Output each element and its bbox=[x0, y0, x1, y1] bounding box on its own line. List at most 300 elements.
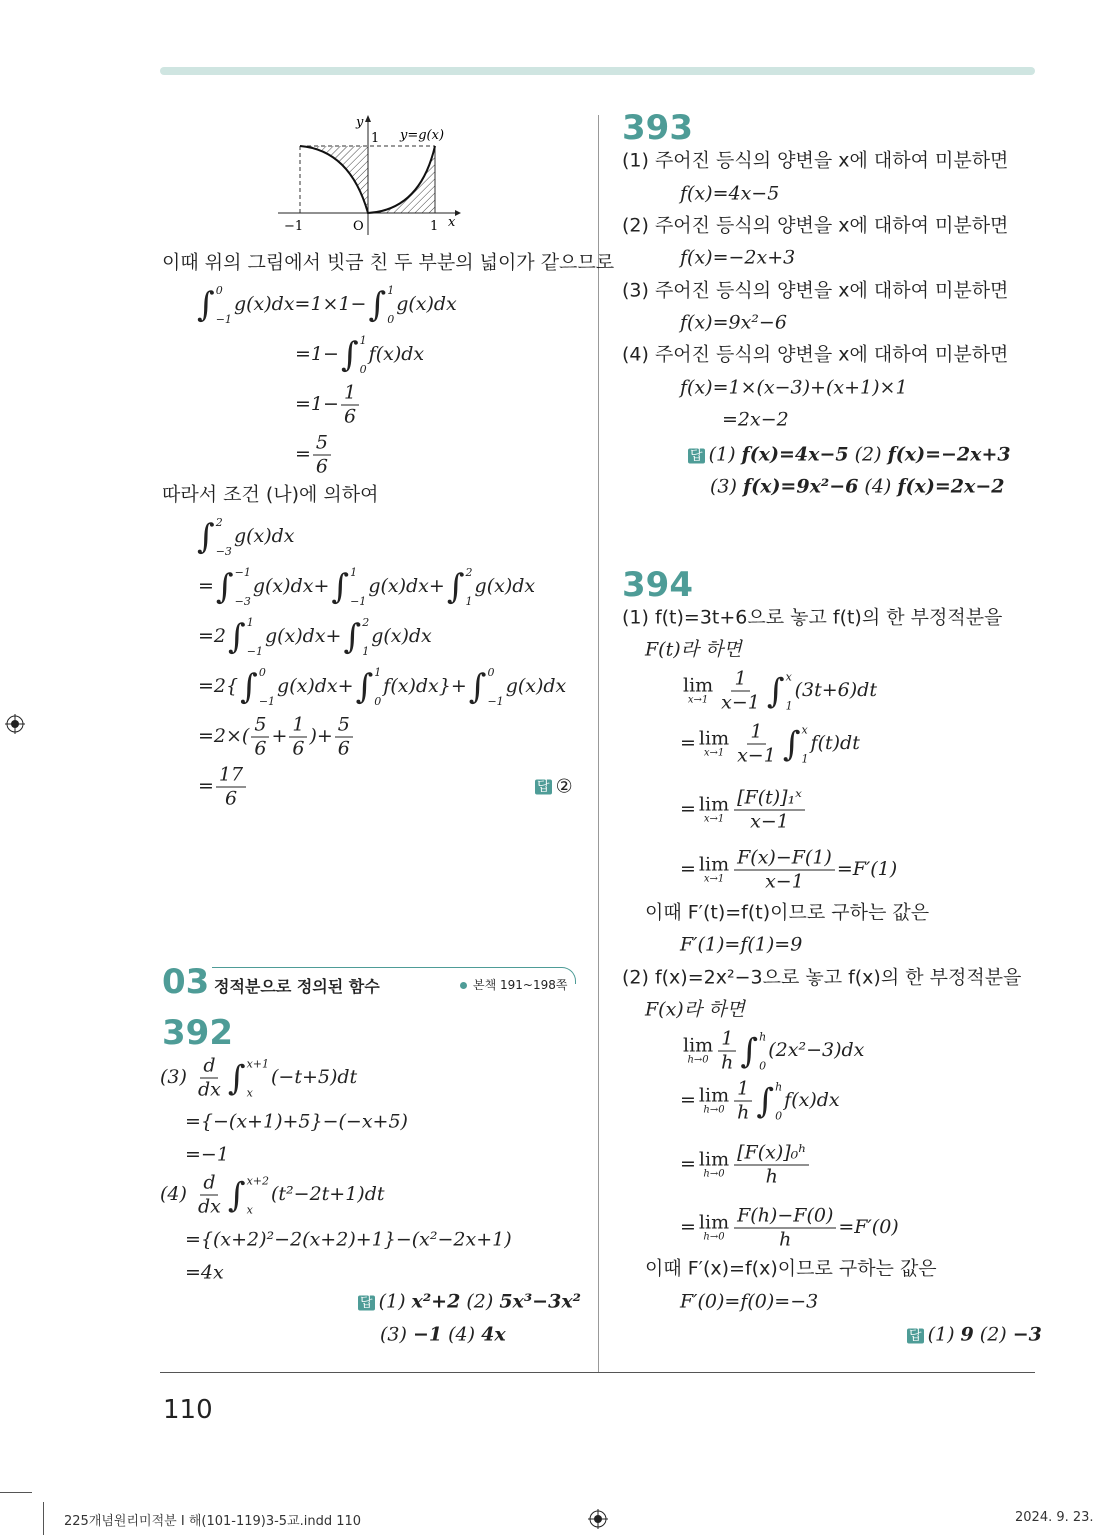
integral-limits bbox=[350, 567, 366, 607]
lim-word: lim bbox=[698, 727, 730, 750]
text-segment: (2) f(x)=2x²−3으로 놓고 f(x)의 한 부정적분을 bbox=[622, 966, 1022, 989]
integral-sign-icon: ∫ bbox=[782, 724, 801, 764]
upper-limit: x bbox=[785, 670, 792, 683]
text-line bbox=[622, 606, 1003, 629]
integral-sign-icon: ∫ bbox=[355, 667, 374, 707]
integral-limits bbox=[259, 667, 275, 707]
text-segment: (1) f(t)=3t+6으로 놓고 f(t)의 한 부정적분을 bbox=[622, 606, 1003, 629]
text-segment: f(x)=−2x+3 bbox=[680, 246, 796, 269]
text-segment: (1) bbox=[378, 1290, 412, 1313]
math-line bbox=[680, 1290, 819, 1313]
integral-sign-icon: ∫ bbox=[766, 671, 785, 711]
svg-text:x: x bbox=[448, 215, 456, 230]
text-segment: g(x)dx bbox=[505, 675, 567, 697]
integral-sign-icon: ∫ bbox=[756, 1081, 775, 1121]
upper-limit: 2 bbox=[215, 516, 223, 529]
fraction bbox=[734, 1077, 752, 1124]
upper-limit: x bbox=[801, 723, 808, 736]
fraction bbox=[216, 763, 246, 810]
integral bbox=[228, 617, 263, 657]
fraction bbox=[734, 1204, 836, 1251]
text-line bbox=[622, 214, 1009, 237]
text-segment: (4) bbox=[442, 1323, 482, 1346]
math-line bbox=[185, 1143, 229, 1166]
integral bbox=[197, 285, 232, 325]
fraction-denominator: 6 bbox=[337, 737, 350, 760]
integral bbox=[331, 567, 366, 607]
text-segment: (2) bbox=[460, 1290, 500, 1313]
answer-value: f(x)=2x−2 bbox=[897, 475, 1005, 498]
crop-mark bbox=[43, 1502, 44, 1535]
section-rule bbox=[212, 967, 562, 968]
text-segment: f(x)=1×(x−3)+(x+1)×1 bbox=[680, 376, 908, 399]
text-segment: g(x)dx+ bbox=[368, 575, 445, 597]
section-reference: 본책 191~198쪽 bbox=[460, 976, 567, 993]
answer-value: f(x)=4x−5 bbox=[741, 443, 849, 466]
lower-limit: x bbox=[246, 1086, 253, 1099]
text-segment: = bbox=[198, 575, 214, 597]
text-segment: (3) bbox=[710, 475, 743, 498]
integral-sign-icon: ∫ bbox=[340, 335, 359, 375]
text-segment: = bbox=[680, 798, 696, 820]
column-divider bbox=[598, 115, 599, 1373]
integral-sign-icon: ∫ bbox=[331, 567, 350, 607]
text-segment: =2x−2 bbox=[722, 408, 789, 431]
text-segment: =2×( bbox=[198, 725, 250, 747]
footer-date: 2024. 9. 23. bbox=[1015, 1510, 1094, 1525]
fraction-denominator: x−1 bbox=[765, 870, 804, 893]
text-line bbox=[622, 149, 1009, 172]
answer-line bbox=[380, 1323, 506, 1346]
upper-limit: 0 bbox=[215, 284, 223, 297]
math-line bbox=[160, 1054, 358, 1101]
lim-word: lim bbox=[698, 1148, 730, 1171]
integral-sign-icon: ∫ bbox=[227, 1058, 246, 1098]
lim-word: lim bbox=[698, 1211, 730, 1234]
answer-badge: 답 bbox=[537, 779, 550, 795]
text-segment: ② bbox=[555, 775, 573, 798]
text-segment: (3t+6)dt bbox=[794, 679, 877, 701]
text-segment: =−1 bbox=[185, 1143, 229, 1166]
lim-word: lim bbox=[698, 793, 730, 816]
section-number: 03 bbox=[162, 962, 210, 1002]
fraction-numerator: 1 bbox=[718, 1030, 736, 1052]
lower-limit: x bbox=[246, 1203, 253, 1216]
fraction-denominator: 6 bbox=[224, 787, 238, 810]
text-line bbox=[645, 1257, 937, 1280]
integral-sign-icon: ∫ bbox=[227, 1175, 246, 1215]
text-segment: = bbox=[680, 858, 696, 880]
page-number: 110 bbox=[163, 1395, 213, 1425]
integral-sign-icon: ∫ bbox=[468, 667, 487, 707]
integral-limits bbox=[466, 567, 473, 607]
fraction-denominator: x−1 bbox=[721, 691, 760, 714]
top-decorative-bar bbox=[160, 67, 1035, 75]
integral bbox=[368, 285, 394, 325]
math-line bbox=[295, 381, 361, 428]
text-segment: (1) 주어진 등식의 양변을 x에 대하여 미분하면 bbox=[622, 149, 1009, 172]
integral-limits bbox=[759, 1031, 766, 1071]
integral bbox=[447, 567, 473, 607]
text-segment: g(x)dx bbox=[371, 625, 432, 647]
answer-badge: 답 bbox=[360, 1295, 373, 1310]
limit-subscript: h→0 bbox=[703, 1104, 725, 1116]
text-segment: g(x)dx=1×1− bbox=[233, 293, 367, 315]
text-segment: 따라서 조건 (나)에 의하여 bbox=[162, 483, 379, 506]
text-segment: (−t+5)dt bbox=[270, 1066, 358, 1088]
text-line bbox=[622, 279, 1009, 302]
integral bbox=[240, 667, 275, 707]
integral-limits bbox=[374, 667, 381, 707]
math-line bbox=[680, 786, 807, 833]
integral-limits bbox=[802, 724, 809, 764]
fraction-numerator: F(x)−F(1) bbox=[734, 849, 835, 871]
lower-limit: −3 bbox=[234, 595, 251, 608]
answer-line bbox=[688, 443, 1011, 466]
text-segment: f(t)dt bbox=[810, 732, 860, 754]
text-segment: g(x)dx bbox=[474, 575, 536, 597]
svg-text:1: 1 bbox=[371, 131, 380, 146]
upper-limit: 1 bbox=[246, 616, 254, 629]
lower-limit: 0 bbox=[387, 313, 395, 326]
upper-limit: 0 bbox=[258, 666, 266, 679]
limit-subscript: x→1 bbox=[703, 747, 725, 759]
text-segment: (t²−2t+1)dt bbox=[270, 1183, 385, 1205]
limit bbox=[698, 727, 730, 759]
text-segment: ={(x+2)²−2(x+2)+1}−(x²−2x+1) bbox=[185, 1228, 512, 1251]
answer-value: −3 bbox=[1012, 1323, 1042, 1346]
math-line bbox=[160, 1171, 385, 1218]
lower-limit: 1 bbox=[801, 752, 809, 765]
text-segment: F′(0)=f(0)=−3 bbox=[680, 1290, 819, 1313]
math-line bbox=[680, 1077, 840, 1124]
text-segment: (4) 주어진 등식의 양변을 x에 대하여 미분하면 bbox=[622, 343, 1009, 366]
upper-limit: x+2 bbox=[246, 1174, 269, 1187]
lower-limit: 1 bbox=[465, 595, 473, 608]
text-segment: f(x)dx bbox=[784, 1089, 840, 1111]
math-line bbox=[680, 1027, 865, 1074]
text-line bbox=[162, 251, 615, 274]
text-segment: (4) bbox=[858, 475, 898, 498]
fraction-denominator: 6 bbox=[254, 737, 267, 760]
text-segment: g(x)dx bbox=[233, 525, 295, 547]
integral-limits bbox=[775, 1081, 782, 1121]
limit bbox=[683, 1034, 714, 1066]
answer-badge: 답 bbox=[690, 448, 703, 463]
text-segment: (3) 주어진 등식의 양변을 x에 대하여 미분하면 bbox=[622, 279, 1009, 302]
text-segment: (1) bbox=[927, 1323, 961, 1346]
section-title: 정적분으로 정의된 함수 bbox=[214, 977, 380, 996]
upper-limit: x+1 bbox=[246, 1057, 269, 1070]
limit bbox=[698, 853, 730, 885]
lower-limit: −1 bbox=[246, 645, 263, 658]
fraction-denominator: dx bbox=[197, 1195, 221, 1218]
limit bbox=[698, 1148, 730, 1180]
integral bbox=[740, 1031, 766, 1071]
integral-sign-icon: ∫ bbox=[215, 567, 234, 607]
fraction-numerator: 5 bbox=[313, 434, 331, 456]
integral-limits bbox=[235, 567, 251, 607]
lower-limit: −1 bbox=[215, 313, 232, 326]
math-line bbox=[680, 667, 877, 714]
text-segment: = bbox=[680, 1216, 696, 1238]
integral bbox=[783, 724, 809, 764]
limit-subscript: h→0 bbox=[703, 1231, 725, 1243]
integral-limits bbox=[487, 667, 503, 707]
fraction-denominator: 6 bbox=[292, 737, 305, 760]
upper-limit: h bbox=[775, 1080, 783, 1093]
math-line bbox=[645, 998, 745, 1021]
limit-subscript: x→1 bbox=[687, 694, 709, 706]
math-line bbox=[195, 517, 295, 557]
footer-file-info: 225개념원리미적분 I 해(101-119)3-5교.indd 110 bbox=[64, 1514, 362, 1529]
integral-sign-icon: ∫ bbox=[343, 617, 362, 657]
lower-limit: −1 bbox=[487, 695, 504, 708]
svg-text:y: y bbox=[356, 115, 364, 130]
integral-limits bbox=[387, 285, 394, 325]
fraction-denominator: h bbox=[721, 1051, 734, 1074]
text-segment: 이때 위의 그림에서 빗금 친 두 부분의 넓이가 같으므로 bbox=[162, 251, 615, 274]
section-header bbox=[162, 962, 575, 1002]
text-segment: =F′(0) bbox=[838, 1216, 899, 1238]
integral-sign-icon: ∫ bbox=[740, 1031, 759, 1071]
fraction-numerator: [F(x)]₀ʰ bbox=[734, 1144, 809, 1166]
upper-limit: 1 bbox=[387, 284, 395, 297]
answer-value: 5x³−3x² bbox=[499, 1290, 581, 1313]
math-line bbox=[680, 246, 796, 269]
text-segment: g(x)dx+ bbox=[264, 625, 342, 647]
fraction-numerator: d bbox=[200, 1174, 218, 1196]
limit bbox=[698, 793, 730, 825]
text-segment: g(x)dx+ bbox=[252, 575, 330, 597]
text-segment: (2) 주어진 등식의 양변을 x에 대하여 미분하면 bbox=[622, 214, 1009, 237]
math-line bbox=[198, 763, 248, 810]
math-line bbox=[680, 933, 803, 956]
lower-limit: −1 bbox=[258, 695, 276, 708]
lower-limit: 1 bbox=[362, 645, 370, 658]
svg-text:O: O bbox=[353, 219, 364, 234]
text-segment: =4x bbox=[185, 1261, 224, 1284]
answer-line bbox=[535, 775, 573, 798]
fraction-numerator: 5 bbox=[251, 716, 269, 738]
bullet-icon bbox=[460, 982, 467, 989]
fraction bbox=[195, 1171, 224, 1218]
text-line bbox=[622, 966, 1022, 989]
text-segment: f(x)dx bbox=[368, 343, 425, 365]
answer-value: x²+2 bbox=[411, 1290, 461, 1313]
text-segment: F(t)라 하면 bbox=[645, 638, 742, 661]
math-line bbox=[295, 335, 424, 375]
integral-limits bbox=[247, 617, 263, 657]
integral-sign-icon: ∫ bbox=[368, 285, 387, 325]
lower-limit: 1 bbox=[785, 699, 793, 712]
text-segment: g(x)dx+ bbox=[277, 675, 354, 697]
text-segment: (3) bbox=[160, 1066, 193, 1088]
fraction-denominator: x−1 bbox=[737, 744, 776, 767]
lim-word: lim bbox=[698, 853, 730, 876]
limit-subscript: x→1 bbox=[703, 873, 725, 885]
text-segment: f(x)=4x−5 bbox=[680, 182, 780, 205]
integral bbox=[216, 567, 251, 607]
fraction-numerator: 1 bbox=[341, 384, 359, 406]
text-segment: (3) bbox=[380, 1323, 413, 1346]
upper-limit: 2 bbox=[465, 566, 473, 579]
fraction-denominator: h bbox=[765, 1165, 778, 1188]
limit bbox=[698, 1211, 730, 1243]
math-line bbox=[680, 1141, 811, 1188]
fraction bbox=[734, 720, 779, 767]
fraction-denominator: dx bbox=[197, 1078, 221, 1101]
fraction-numerator: d bbox=[200, 1057, 218, 1079]
integral-limits bbox=[247, 1175, 269, 1215]
math-line bbox=[680, 846, 898, 893]
fraction-numerator: [F(t)]₁ˣ bbox=[734, 789, 805, 811]
crop-mark bbox=[0, 1492, 32, 1493]
integral-sign-icon: ∫ bbox=[197, 285, 215, 325]
upper-limit: 0 bbox=[487, 666, 495, 679]
math-line bbox=[680, 311, 787, 334]
integral-limits bbox=[247, 1058, 269, 1098]
fraction bbox=[289, 713, 307, 760]
svg-text:−1: −1 bbox=[284, 219, 304, 234]
math-line bbox=[680, 376, 908, 399]
limit bbox=[683, 674, 714, 706]
fraction-denominator: h bbox=[737, 1101, 750, 1124]
fraction bbox=[734, 1141, 809, 1188]
upper-limit: 1 bbox=[359, 334, 367, 347]
svg-text:y=g(x): y=g(x) bbox=[400, 128, 445, 143]
registration-mark-icon bbox=[5, 714, 25, 734]
text-segment: = bbox=[295, 443, 311, 465]
integral bbox=[756, 1081, 782, 1121]
lower-limit: 0 bbox=[374, 695, 382, 708]
text-segment: F′(1)=f(1)=9 bbox=[680, 933, 803, 956]
fraction bbox=[313, 431, 331, 478]
text-segment: =1− bbox=[295, 393, 339, 415]
text-segment: )+ bbox=[309, 725, 333, 747]
answer-value: f(x)=−2x+3 bbox=[887, 443, 1011, 466]
answer-value: f(x)=9x²−6 bbox=[742, 475, 859, 498]
lim-word: lim bbox=[683, 1034, 714, 1057]
fraction bbox=[341, 381, 359, 428]
integral bbox=[228, 1175, 269, 1215]
bottom-rule bbox=[160, 1372, 1035, 1373]
answer-line bbox=[358, 1290, 581, 1313]
math-line bbox=[198, 617, 432, 657]
answer-value: 9 bbox=[960, 1323, 974, 1346]
text-segment: (2) bbox=[848, 443, 888, 466]
text-segment: (4) bbox=[160, 1183, 193, 1205]
integral bbox=[228, 1058, 269, 1098]
text-segment: ={−(x+1)+5}−(−x+5) bbox=[185, 1110, 408, 1133]
integral-sign-icon: ∫ bbox=[446, 567, 465, 607]
text-segment: =2 bbox=[198, 625, 227, 647]
text-segment: 이때 F′(x)=f(x)이므로 구하는 값은 bbox=[645, 1257, 937, 1280]
text-segment: = bbox=[198, 775, 214, 797]
limit-subscript: h→0 bbox=[703, 1168, 725, 1180]
math-line bbox=[198, 667, 566, 707]
problem-number-394: 394 bbox=[622, 565, 693, 605]
integral-limits bbox=[362, 617, 369, 657]
math-line bbox=[198, 567, 535, 607]
limit-subscript: x→1 bbox=[703, 813, 725, 825]
fraction-numerator: 1 bbox=[747, 723, 765, 745]
integral-sign-icon: ∫ bbox=[240, 667, 258, 707]
fraction bbox=[734, 846, 835, 893]
integral-limits bbox=[786, 671, 793, 711]
fraction-denominator: 6 bbox=[343, 405, 357, 428]
problem-number-392: 392 bbox=[162, 1013, 233, 1053]
integral-sign-icon: ∫ bbox=[228, 617, 246, 657]
registration-mark-icon bbox=[588, 1509, 608, 1529]
text-segment: (1) bbox=[708, 443, 742, 466]
math-line bbox=[185, 1228, 512, 1251]
fraction-denominator: 6 bbox=[315, 455, 329, 478]
fraction-numerator: 1 bbox=[734, 1080, 752, 1102]
math-line bbox=[198, 713, 355, 760]
text-segment: + bbox=[271, 725, 288, 747]
upper-limit: 1 bbox=[374, 666, 382, 679]
upper-limit: −1 bbox=[234, 566, 251, 579]
text-segment: (2) bbox=[973, 1323, 1013, 1346]
answer-line bbox=[710, 475, 1005, 498]
math-line bbox=[185, 1110, 408, 1133]
answer-badge: 답 bbox=[909, 1328, 922, 1343]
text-segment: = bbox=[680, 1153, 696, 1175]
fraction-denominator: h bbox=[779, 1228, 792, 1251]
answer-value: −1 bbox=[412, 1323, 443, 1346]
integral bbox=[343, 617, 369, 657]
lim-word: lim bbox=[683, 674, 714, 697]
text-segment: 이때 F′(t)=f(t)이므로 구하는 값은 bbox=[645, 901, 930, 924]
integral-limits bbox=[216, 285, 232, 325]
math-line bbox=[645, 638, 742, 661]
fraction bbox=[251, 713, 269, 760]
text-segment: (2x²−3)dx bbox=[768, 1039, 865, 1061]
fraction bbox=[718, 667, 763, 714]
upper-limit: 1 bbox=[350, 566, 358, 579]
text-segment: = bbox=[680, 732, 696, 754]
math-line bbox=[680, 1204, 899, 1251]
text-segment: f(x)=9x²−6 bbox=[680, 311, 787, 334]
fraction-numerator: 17 bbox=[216, 766, 246, 788]
lim-word: lim bbox=[698, 1084, 730, 1107]
fraction bbox=[335, 713, 353, 760]
text-segment: f(x)dx}+ bbox=[383, 675, 467, 697]
upper-limit: h bbox=[759, 1030, 767, 1043]
math-line bbox=[722, 408, 789, 431]
integral-limits bbox=[216, 517, 232, 557]
lower-limit: 0 bbox=[759, 1059, 767, 1072]
upper-limit: 2 bbox=[362, 616, 370, 629]
text-segment: =F′(1) bbox=[836, 858, 898, 880]
lower-limit: −3 bbox=[215, 545, 232, 558]
limit-subscript: h→0 bbox=[687, 1054, 709, 1066]
text-segment: g(x)dx bbox=[396, 293, 457, 315]
fraction bbox=[734, 786, 805, 833]
lower-limit: −1 bbox=[350, 595, 367, 608]
math-line bbox=[295, 431, 333, 478]
answer-value: 4x bbox=[481, 1323, 506, 1346]
math-line bbox=[680, 720, 860, 767]
fraction-numerator: 1 bbox=[289, 716, 307, 738]
fraction bbox=[195, 1054, 224, 1101]
text-line bbox=[645, 901, 930, 924]
integral bbox=[341, 335, 367, 375]
fraction-numerator: 5 bbox=[335, 716, 353, 738]
fraction bbox=[718, 1027, 736, 1074]
fraction-numerator: 1 bbox=[731, 670, 749, 692]
